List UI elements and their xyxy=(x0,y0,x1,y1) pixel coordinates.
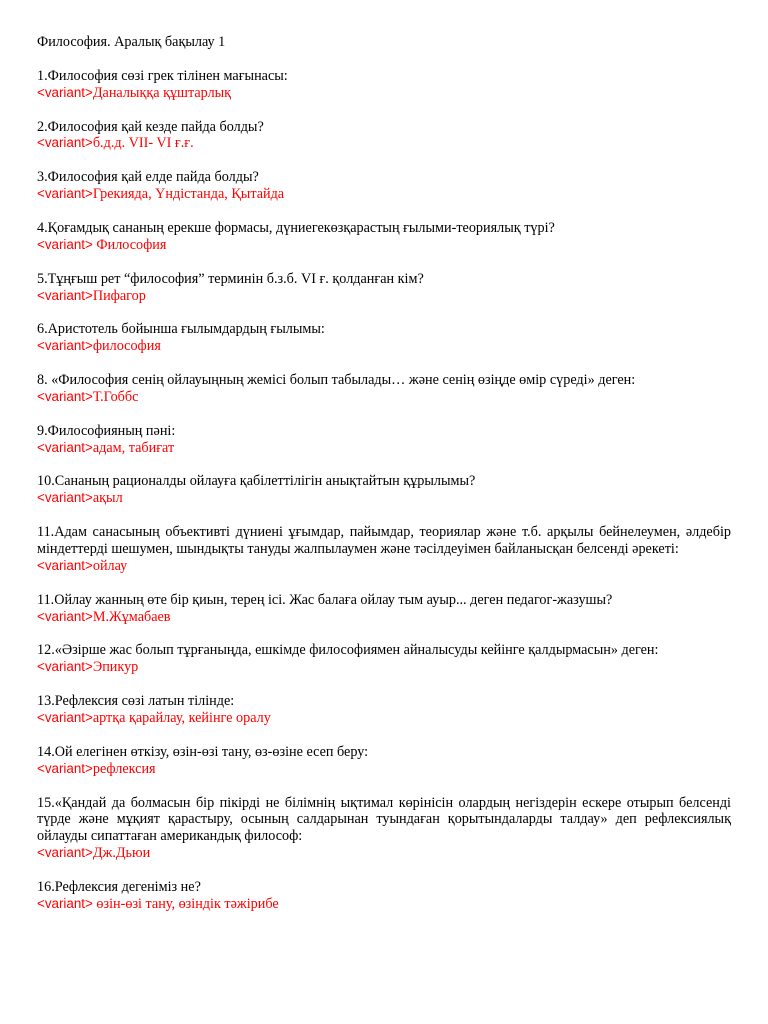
answer-line xyxy=(37,609,731,626)
answer-text: ойлау xyxy=(92,557,128,574)
variant-tag: <variant> xyxy=(37,84,93,100)
answer-text: Грекияда, Үндістанда, Қытайда xyxy=(92,186,285,203)
question-text: 8. «Философия сенің ойлауыңның жемісі болып табылады… және сенің өзіңде өмір сүреді» деген: xyxy=(37,372,636,389)
variant-tag: <variant> xyxy=(37,710,93,726)
question-text: 14.Ой елегінен өткізу, өзін-өзі тану, өз-өзіне есеп беру: xyxy=(37,743,369,760)
answer-text: Пифагор xyxy=(92,287,146,304)
variant-tag: <variant> xyxy=(37,135,93,151)
question-block-1 xyxy=(37,68,731,102)
answer-text: артқа қарайлау, кейінге оралу xyxy=(92,710,271,727)
variant-tag: <variant> xyxy=(37,186,93,202)
answer-line xyxy=(37,710,731,727)
answer-line xyxy=(37,338,731,355)
question-text: 15.«Қандай да болмасын бір пікірді не білімнің ықтимал көрінісін олардың негіздерін ескере отырып белсенді түрде және мұқият қарастыру, осының салдарынан туындаған қорытындаларды талдау» деп рефлексиялық ойлауды сипаттаған американдық философ: xyxy=(37,794,731,845)
question-text: 13.Рефлексия сөзі латын тілінде: xyxy=(37,693,235,710)
variant-tag: <variant> xyxy=(37,608,93,624)
answer-line xyxy=(37,761,731,778)
variant-tag: <variant> xyxy=(37,895,93,911)
question-text: 16.Рефлексия дегеніміз не? xyxy=(37,879,201,896)
answer-line xyxy=(37,490,731,507)
answer-text: ақыл xyxy=(92,490,123,507)
variant-tag: <variant> xyxy=(37,659,93,675)
answer-text: өзін-өзі тану, өзіндік тәжірибе xyxy=(92,895,279,912)
variant-tag: <variant> xyxy=(37,439,93,455)
answer-line xyxy=(37,288,731,305)
answer-text: рефлексия xyxy=(92,760,156,777)
question-text: 11.Адам санасының объективті дүниені ұғымдар, пайымдар, теориялар және т.б. арқылы бейнелеумен, әлдебір міндеттерді шешумен, шындықты тануды жалпылаумен және тәсілдеуімен байланысқан белсенді әрекеті: xyxy=(37,524,731,558)
question-text: 1.Философия сөзі грек тілінен мағынасы: xyxy=(37,67,288,84)
answer-line xyxy=(37,85,731,102)
question-text: 10.Сананың рационалды ойлауға қабілеттілігін анықтайтын құрылымы? xyxy=(37,473,476,490)
answer-line xyxy=(37,845,731,862)
question-block-9 xyxy=(37,423,731,457)
variant-tag: <variant> xyxy=(37,557,93,573)
answer-line xyxy=(37,389,731,406)
question-block-5 xyxy=(37,271,731,305)
document-page xyxy=(37,34,731,930)
question-text: 4.Қоғамдық сананың ерекше формасы, дүниегекөзқарастың ғылыми-теориялық түрі? xyxy=(37,219,555,236)
answer-text: адам, табиғат xyxy=(92,439,175,456)
question-block-4 xyxy=(37,220,731,254)
question-block-3 xyxy=(37,169,731,203)
question-block-8 xyxy=(37,372,731,406)
question-block-14 xyxy=(37,744,731,778)
question-text: 2.Философия қай кезде пайда болды? xyxy=(37,118,264,135)
answer-text: б.д.д. VII- VI ғ.ғ. xyxy=(92,135,194,152)
answer-line xyxy=(37,558,731,575)
variant-tag: <variant> xyxy=(37,490,93,506)
question-text: 12.«Әзірше жас болып тұрғаныңда, ешкімде философиямен айналысуды кейінге қалдырмасын» деген: xyxy=(37,642,659,659)
variant-tag: <variant> xyxy=(37,760,93,776)
question-text: 5.Тұңғыш рет “философия” терминін б.з.б. VI ғ. қолданған кім? xyxy=(37,270,424,287)
question-block-16 xyxy=(37,879,731,913)
answer-text: Философия xyxy=(92,236,167,253)
document-title: Философия. Аралық бақылау 1 xyxy=(37,34,226,50)
variant-tag: <variant> xyxy=(37,845,93,861)
answer-line xyxy=(37,896,731,913)
question-text: 11.Ойлау жанның өте бір қиын, терең ісі. Жас балаға ойлау тым ауыр... деген педагог-жазушы? xyxy=(37,591,613,608)
answer-line xyxy=(37,135,731,152)
answer-line xyxy=(37,237,731,254)
answer-text: Дж.Дьюи xyxy=(92,845,151,862)
answer-text: Т.Гоббс xyxy=(92,388,139,405)
variant-tag: <variant> xyxy=(37,236,93,252)
question-block-6 xyxy=(37,321,731,355)
answer-line xyxy=(37,659,731,676)
answer-line xyxy=(37,186,731,203)
answer-line xyxy=(37,440,731,457)
answer-text: философия xyxy=(92,338,161,355)
variant-tag: <variant> xyxy=(37,338,93,354)
variant-tag: <variant> xyxy=(37,287,93,303)
question-text: 6.Аристотель бойынша ғылымдардың ғылымы: xyxy=(37,321,325,338)
answer-text: Даналыққа құштарлық xyxy=(92,84,232,101)
question-block-12 xyxy=(37,642,731,676)
variant-tag: <variant> xyxy=(37,388,93,404)
question-block-11b xyxy=(37,592,731,626)
question-block-2 xyxy=(37,119,731,153)
question-block-11a xyxy=(37,524,731,575)
question-block-15 xyxy=(37,795,731,863)
answer-text: М.Жұмабаев xyxy=(92,608,171,625)
question-block-10 xyxy=(37,473,731,507)
answer-text: Эпикур xyxy=(92,659,139,676)
question-text: 3.Философия қай елде пайда болды? xyxy=(37,169,259,186)
question-text: 9.Философияның пәні: xyxy=(37,422,176,439)
question-block-13 xyxy=(37,693,731,727)
